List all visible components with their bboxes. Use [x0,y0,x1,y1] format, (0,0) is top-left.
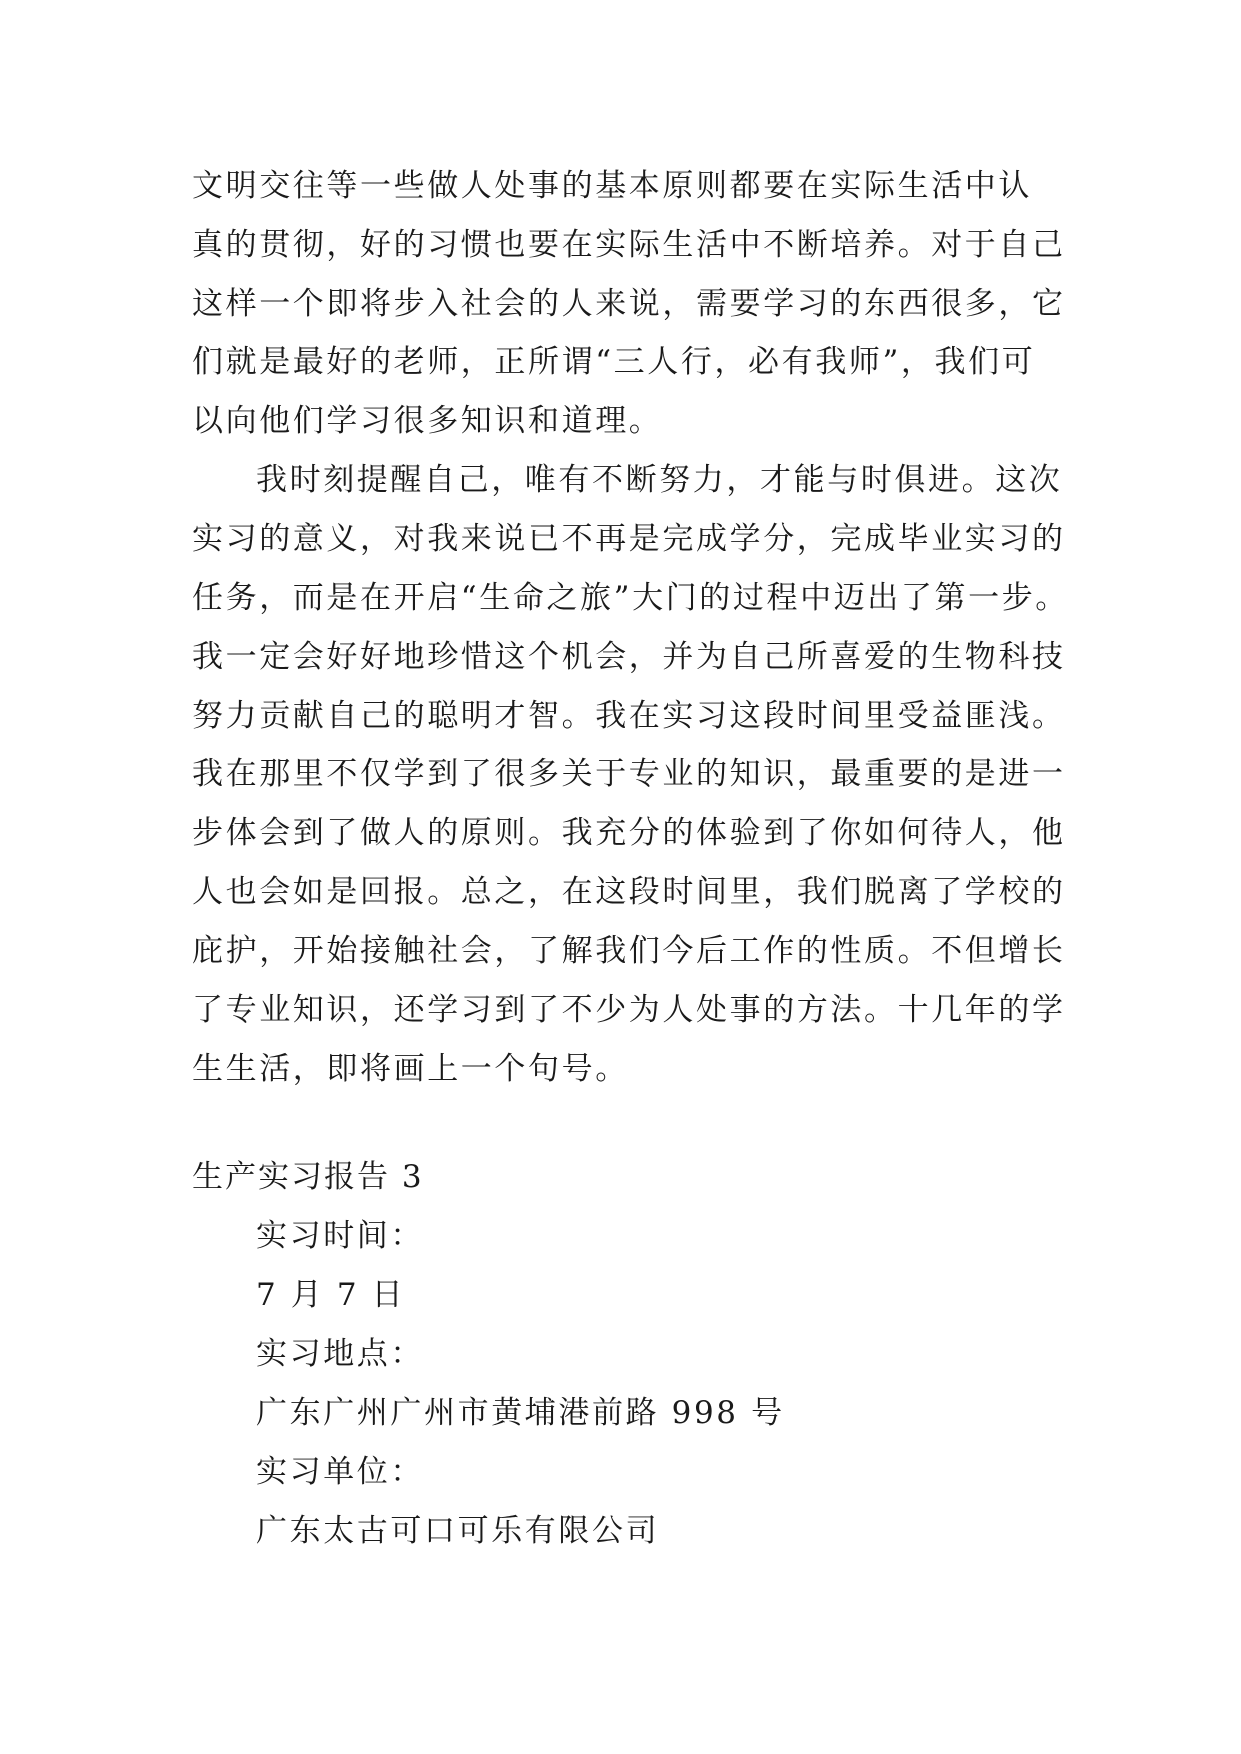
paragraph-1-line-1: 文明交往等一些做人处事的基本原则都要在实际生活中认 [192,168,1032,204]
paragraph-2-line-2: 实习的意义，对我来说已不再是完成学分，完成毕业实习的 [192,521,1066,557]
paragraph-2-line-8: 人也会如是回报。总之，在这段时间里，我们脱离了学校的 [192,874,1066,910]
paragraph-2-line-11: 生生活，即将画上一个句号。 [192,1051,629,1087]
paragraph-1-line-3: 这样一个即将步入社会的人来说，需要学习的东西很多，它 [192,286,1066,322]
paragraph-2-line-10: 了专业知识，还学习到了不少为人处事的方法。十几年的学 [192,992,1066,1028]
paragraph-1-line-5: 以向他们学习很多知识和道理。 [192,403,663,439]
paragraph-2-line-9: 庇护，开始接触社会，了解我们今后工作的性质。不但增长 [192,933,1066,969]
internship-time-value: 7 月 7 日 [256,1277,406,1313]
paragraph-2-line-4: 我一定会好好地珍惜这个机会，并为自己所喜爱的生物科技 [192,639,1066,675]
internship-location-value: 广东广州广州市黄埔港前路 998 号 [256,1395,785,1431]
paragraph-2-line-6: 我在那里不仅学到了很多关于专业的知识，最重要的是进一 [192,756,1066,792]
section-title: 生产实习报告 3 [192,1159,424,1195]
paragraph-1-line-2: 真的贯彻，好的习惯也要在实际生活中不断培养。对于自己 [192,227,1066,263]
internship-unit-label: 实习单位： [256,1454,424,1490]
paragraph-1-line-4: 们就是最好的老师，正所谓“三人行，必有我师”，我们可 [192,344,1036,380]
internship-time-label: 实习时间： [256,1218,424,1254]
internship-unit-value: 广东太古可口可乐有限公司 [256,1513,660,1549]
paragraph-2-line-1: 我时刻提醒自己，唯有不断努力，才能与时俱进。这次 [256,462,1063,498]
paragraph-2-line-7: 步体会到了做人的原则。我充分的体验到了你如何待人，他 [192,815,1066,851]
paragraph-2-line-3: 任务，而是在开启“生命之旅”大门的过程中迈出了第一步。 [192,580,1069,616]
internship-location-label: 实习地点： [256,1336,424,1372]
paragraph-2-line-5: 努力贡献自己的聪明才智。我在实习这段时间里受益匪浅。 [192,698,1066,734]
